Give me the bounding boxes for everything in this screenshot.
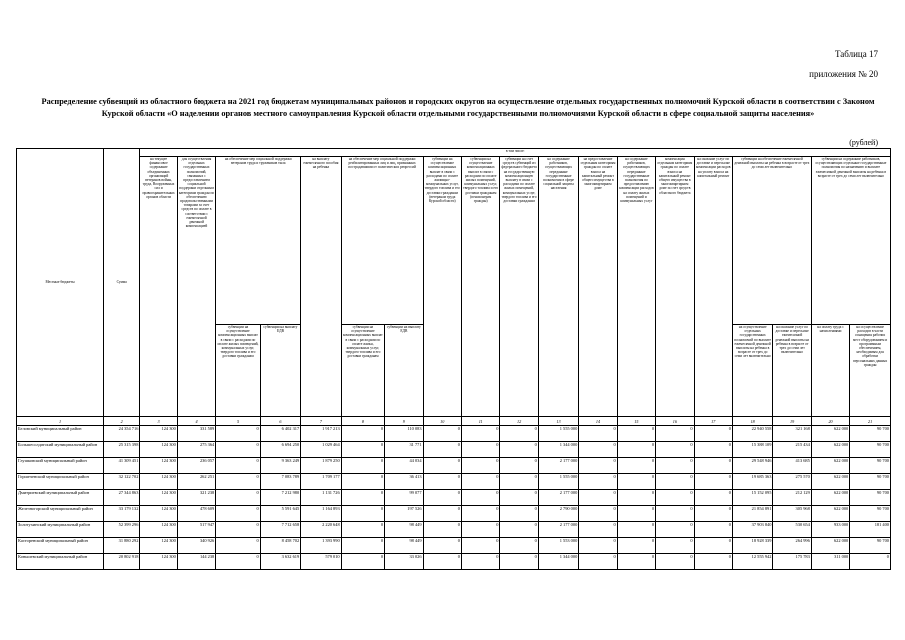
table-header [17, 149, 891, 426]
row-value: 0 [461, 490, 499, 506]
row-value: 478 609 [177, 506, 215, 522]
row-value: 0 [423, 554, 461, 570]
row-budget-name: Большесолдатский муниципальный район [17, 442, 104, 458]
row-value: 52 399 296 [103, 522, 139, 538]
row-budget-name: Касторенский муниципальный район [17, 538, 104, 554]
header-group-18-19: субвенции на обеспечение ежемесячной денежной выплаты на ребенка в возрасте от трех до семи лет включительно [732, 157, 811, 325]
row-value: 0 [461, 506, 499, 522]
row-value: 0 [579, 554, 617, 570]
row-value: 25 315 398 [103, 442, 139, 458]
table-row [17, 442, 891, 458]
row-value: 622 000 [811, 538, 849, 554]
row-value: 0 [461, 554, 499, 570]
row-value: 9 363 249 [260, 458, 300, 474]
row-value: 0 [617, 522, 655, 538]
column-number: 19 [773, 417, 811, 426]
header-col3: на текущее финансовое содержание объединенных организаций ветеранов войны, труда, Вооруженных сил и правоохранительных органов области [140, 157, 177, 417]
column-number: 21 [850, 417, 891, 426]
row-value: 124 300 [140, 506, 177, 522]
row-budget-name: Коньшевский муниципальный район [17, 554, 104, 570]
row-value: 3 632 619 [260, 554, 300, 570]
row-value: 0 [423, 426, 461, 442]
row-value: 0 [656, 538, 694, 554]
row-value: 0 [694, 442, 732, 458]
row-value: 0 [694, 554, 732, 570]
row-value: 0 [423, 506, 461, 522]
row-value: 0 [617, 442, 655, 458]
row-value: 20 802 918 [103, 554, 139, 570]
row-value: 236 057 [177, 458, 215, 474]
row-value: 0 [850, 554, 891, 570]
row-value: 622 000 [811, 506, 849, 522]
row-value: 0 [617, 538, 655, 554]
row-value: 124 300 [140, 458, 177, 474]
row-value: 0 [423, 442, 461, 458]
row-value: 0 [656, 522, 694, 538]
row-value: 579 010 [301, 554, 341, 570]
row-value: 0 [579, 490, 617, 506]
row-value: 33 179 132 [103, 506, 139, 522]
row-value: 0 [579, 474, 617, 490]
row-value: 321 168 [773, 426, 811, 442]
header-local-budgets: Местные бюджеты [17, 149, 104, 417]
row-value: 0 [579, 458, 617, 474]
column-number: 9 [385, 417, 423, 426]
header-col4: для осуществления отдельных государственных полномочий, связанных с предоставлением социальной поддержки отдельным категориям граждан по обеспечению продовольственными товарами за счет средств по оплате в соответствии с ежемесячной денежной компенсацией [177, 157, 215, 417]
row-value: 0 [694, 474, 732, 490]
row-value: 124 300 [140, 554, 177, 570]
row-budget-name: Горшеченский муниципальный район [17, 474, 104, 490]
row-value: 0 [423, 538, 461, 554]
row-value: 1 344 000 [538, 554, 578, 570]
row-value: 124 300 [140, 442, 177, 458]
row-value: 622 000 [811, 474, 849, 490]
row-value: 0 [500, 506, 538, 522]
row-value: 1 555 000 [538, 426, 578, 442]
annex-label: приложения № 20 [809, 69, 878, 79]
table-number: Таблица 17 [835, 49, 878, 59]
row-value: 0 [341, 426, 384, 442]
row-value: 144 238 [177, 554, 215, 570]
row-value: 90 700 [850, 458, 891, 474]
row-value: 19 685 363 [732, 474, 772, 490]
row-value: 0 [694, 506, 732, 522]
column-number: 20 [811, 417, 849, 426]
column-number: 18 [732, 417, 772, 426]
row-value: 622 000 [811, 442, 849, 458]
column-number: 7 [301, 417, 341, 426]
column-number: 4 [177, 417, 215, 426]
column-number: 3 [140, 417, 177, 426]
row-value: 1 393 990 [301, 538, 341, 554]
row-value: 124 300 [140, 490, 177, 506]
column-numbers-row [17, 417, 891, 426]
row-value: 0 [341, 538, 384, 554]
row-value: 0 [216, 506, 261, 522]
row-value: 90 700 [850, 538, 891, 554]
row-value: 0 [216, 458, 261, 474]
row-value: 275 364 [177, 442, 215, 458]
column-number: 5 [216, 417, 261, 426]
row-value: 41 309 451 [103, 458, 139, 474]
row-value: 0 [500, 522, 538, 538]
row-value: 5 591 645 [260, 506, 300, 522]
row-value: 29 548 946 [732, 458, 772, 474]
row-value: 90 700 [850, 474, 891, 490]
row-value: 0 [216, 442, 261, 458]
column-number: 1 [17, 417, 104, 426]
row-value: 331 589 [177, 426, 215, 442]
header-col13: на содержание работников, осуществляющих переданные государственные полномочия в сфере социальной защиты населения [538, 157, 578, 417]
header-group-20-21: субвенции на содержание работников, осуществляющих отдельные государственные полномочия по назначению и выплате ежемесячной денежной выплаты на ребенка в возрасте от трех до семи лет включительно [811, 157, 890, 325]
row-value: 99 077 [385, 490, 423, 506]
row-value: 7 712 658 [260, 522, 300, 538]
row-value: 2 177 000 [538, 490, 578, 506]
row-value: 0 [500, 458, 538, 474]
column-number: 6 [260, 417, 300, 426]
row-value: 0 [694, 538, 732, 554]
header-col21: на осуществление расходов в части оснащения рабочих мест оборудованием и программным обеспечением, необходимым для обработки персональных данных граждан [850, 325, 891, 417]
row-value: 622 000 [811, 490, 849, 506]
row-value: 32 122 702 [103, 474, 139, 490]
row-value: 340 926 [177, 538, 215, 554]
row-value: 0 [216, 474, 261, 490]
row-value: 0 [341, 458, 384, 474]
row-value: 15 388 109 [732, 442, 772, 458]
header-col9: субвенции на выплату ЕДВ [385, 325, 423, 417]
header-col17: на оказание услуг по доставке и пересылке компенсации расходов на уплату взноса на капитальный ремонт [694, 157, 732, 417]
row-value: 0 [656, 458, 694, 474]
row-value: 31 771 [385, 442, 423, 458]
row-value: 8 458 702 [260, 538, 300, 554]
row-value: 0 [341, 474, 384, 490]
row-value: 0 [656, 474, 694, 490]
row-value: 0 [341, 442, 384, 458]
row-value: 0 [500, 442, 538, 458]
row-value: 0 [656, 506, 694, 522]
row-value: 0 [423, 474, 461, 490]
row-value: 0 [341, 490, 384, 506]
row-value: 1 131 726 [301, 490, 341, 506]
row-value: 6 694 250 [260, 442, 300, 458]
table-row [17, 426, 891, 442]
row-value: 33 026 [385, 554, 423, 570]
row-value: 0 [461, 538, 499, 554]
row-value: 0 [461, 426, 499, 442]
row-value: 0 [500, 554, 538, 570]
row-value: 18 928 339 [732, 538, 772, 554]
row-value: 0 [461, 442, 499, 458]
row-value: 0 [694, 426, 732, 442]
row-value: 0 [423, 490, 461, 506]
row-value: 0 [461, 458, 499, 474]
row-value: 0 [216, 490, 261, 506]
column-number: 8 [341, 417, 384, 426]
row-value: 90 700 [850, 426, 891, 442]
row-value: 0 [656, 426, 694, 442]
header-sum: Сумма [103, 149, 139, 417]
row-value: 0 [500, 426, 538, 442]
header-col7: на выплату ежемесячного пособия на ребенка [301, 157, 341, 417]
row-value: 0 [500, 538, 538, 554]
row-value: 12 555 942 [732, 554, 772, 570]
table-body [17, 426, 891, 570]
row-value: 36 413 [385, 474, 423, 490]
row-value: 0 [579, 426, 617, 442]
column-number: 16 [656, 417, 694, 426]
row-value: 0 [694, 522, 732, 538]
row-value: 0 [617, 474, 655, 490]
row-value: 0 [579, 522, 617, 538]
row-value: 7 212 980 [260, 490, 300, 506]
row-value: 1 555 000 [538, 474, 578, 490]
row-value: 0 [694, 458, 732, 474]
row-value: 110 083 [385, 426, 423, 442]
row-value: 0 [656, 442, 694, 458]
row-value: 0 [579, 506, 617, 522]
table-row [17, 458, 891, 474]
row-value: 0 [656, 490, 694, 506]
table-row [17, 474, 891, 490]
header-col14: на предоставление отдельным категориям граждан по оплате взноса на капитальный ремонт общего имущества в многоквартирном доме [579, 157, 617, 417]
column-number: 2 [103, 417, 139, 426]
header-group-5-6: на обеспечение мер социальной поддержки ветеранов труда и тружеников тыла [216, 157, 301, 325]
row-value: 0 [341, 554, 384, 570]
row-value: 0 [423, 458, 461, 474]
header-group-8-9: на обеспечение мер социальной поддержки реабилитированных лиц и лиц, признанных пострадавшими от политических репрессий [341, 157, 423, 325]
row-value: 90 700 [850, 490, 891, 506]
row-value: 0 [694, 490, 732, 506]
row-value: 24 354 716 [103, 426, 139, 442]
row-value: 0 [423, 522, 461, 538]
row-value: 0 [579, 538, 617, 554]
row-value: 124 300 [140, 426, 177, 442]
column-number: 11 [461, 417, 499, 426]
row-value: 197 526 [385, 506, 423, 522]
header-col20: на оплату труда с начислениями [811, 325, 849, 417]
row-value: 212 129 [773, 490, 811, 506]
row-value: 1 029 464 [301, 442, 341, 458]
row-value: 0 [461, 522, 499, 538]
row-value: 0 [216, 426, 261, 442]
row-value: 311 000 [811, 554, 849, 570]
row-value: 262 251 [177, 474, 215, 490]
row-value: 622 000 [811, 458, 849, 474]
document-title: Распределение субвенций из областного бюджета на 2021 год бюджетам муниципальных районов и городских округов на осуществление отдельных государственных полномочий Курской области в соответствии с Законом Курской области «О наделении органов местного самоуправления Курской области отдельными государственными полномочиями Курской области в сфере социальной защиты населения» [41, 97, 875, 118]
row-value: 1 553 000 [538, 538, 578, 554]
row-value: 0 [216, 538, 261, 554]
column-number: 13 [538, 417, 578, 426]
row-value: 0 [617, 506, 655, 522]
header-col11: субвенции на осуществление компенсационных выплат в связи с расходами по оплате жилых помещений, коммунальных услуг, твердого топлива и его доставки гражданам (пенсионерам граждан) [461, 157, 499, 417]
row-value: 1 709 177 [301, 474, 341, 490]
row-value: 2 790 000 [538, 506, 578, 522]
row-budget-name: Дмитриевский муниципальный район [17, 490, 104, 506]
row-value: 1 164 893 [301, 506, 341, 522]
row-value: 0 [216, 554, 261, 570]
row-value: 264 996 [773, 538, 811, 554]
row-value: 0 [500, 474, 538, 490]
row-value: 181 400 [850, 522, 891, 538]
header-col5: субвенции на осуществление компенсационных выплат в связи с расходами по оплате жилых помещений, коммунальных услуг, твердого топлива и его доставки гражданам [216, 325, 261, 417]
row-value: 2 220 648 [301, 522, 341, 538]
row-value: 124 300 [140, 538, 177, 554]
row-budget-name: Золотухинский муниципальный район [17, 522, 104, 538]
row-value: 21 854 891 [732, 506, 772, 522]
row-value: 7 083 789 [260, 474, 300, 490]
row-value: 37 903 840 [732, 522, 772, 538]
row-value: 622 000 [811, 426, 849, 442]
row-value: 413 685 [773, 458, 811, 474]
row-value: 1 344 000 [538, 442, 578, 458]
row-value: 0 [461, 474, 499, 490]
row-value: 31 880 292 [103, 538, 139, 554]
row-value: 0 [656, 554, 694, 570]
header-including: в том числе: [140, 149, 891, 157]
header-col18: на осуществление отдельных государственных полномочий по выплате ежемесячной денежной выплаты на ребенка в возрасте от трех до семи лет включительно [732, 325, 772, 417]
units-label: (рублей) [849, 138, 878, 147]
row-value: 1 917 213 [301, 426, 341, 442]
row-budget-name: Глушковский муниципальный район [17, 458, 104, 474]
row-value: 175 783 [773, 554, 811, 570]
row-value: 0 [617, 554, 655, 570]
header-col10: субвенции на осуществление компенсационных выплат в связи с расходами по оплате жилищно-коммунальных услуг, твердого топлива и его доставки гражданам (ветеранам труда Курской области) [423, 157, 461, 417]
column-number: 14 [579, 417, 617, 426]
row-value: 517 947 [177, 522, 215, 538]
row-value: 1 879 250 [301, 458, 341, 474]
row-value: 0 [617, 426, 655, 442]
row-value: 0 [341, 506, 384, 522]
header-col16: компенсация отдельным категориям граждан по оплате взноса на капитальный ремонт общего имущества в многоквартирном доме за счет средств областного бюджета [656, 157, 694, 417]
row-value: 0 [500, 490, 538, 506]
row-value: 530 654 [773, 522, 811, 538]
row-value: 98 449 [385, 538, 423, 554]
row-value: 27 344 863 [103, 490, 139, 506]
row-value: 0 [617, 490, 655, 506]
row-value: 0 [579, 442, 617, 458]
header-col12: субвенции на счет средств субвенций из федерального бюджета на государственную компенсационную выплату в связи с расходами по оплате жилых помещений, коммунальных услуг, твердого топлива и его доставки гражданам [500, 157, 538, 417]
row-value: 933 000 [811, 522, 849, 538]
column-number: 15 [617, 417, 655, 426]
column-number: 10 [423, 417, 461, 426]
row-value: 15 152 095 [732, 490, 772, 506]
column-number: 12 [500, 417, 538, 426]
row-value: 124 300 [140, 522, 177, 538]
row-value: 0 [341, 522, 384, 538]
header-col15: на содержание работников, осуществляющих переданные государственные полномочия по предоставлению компенсации расходов на оплату жилых помещений и коммунальных услуг [617, 157, 655, 417]
table-row [17, 554, 891, 570]
table-row [17, 522, 891, 538]
header-col19: на оказание услуг по доставке и пересылке ежемесячной денежной выплаты на ребенка в возрасте от трех до семи лет включительно [773, 325, 811, 417]
table-row [17, 506, 891, 522]
row-value: 305 968 [773, 506, 811, 522]
header-col6: субвенции на выплату ЕДВ [260, 325, 300, 417]
row-value: 6 402 317 [260, 426, 300, 442]
table-row [17, 538, 891, 554]
row-value: 2 177 000 [538, 458, 578, 474]
row-value: 0 [216, 522, 261, 538]
row-value: 90 700 [850, 442, 891, 458]
table-row [17, 490, 891, 506]
header-col8: субвенции на осуществление компенсационных выплат в связи с расходами по оплате жилья, коммунальных услуг, твердого топлива и его доставки гражданам [341, 325, 384, 417]
row-value: 90 700 [850, 506, 891, 522]
column-number: 17 [694, 417, 732, 426]
subsidies-table [16, 148, 891, 570]
row-value: 275 570 [773, 474, 811, 490]
row-value: 22 940 558 [732, 426, 772, 442]
row-value: 0 [617, 458, 655, 474]
row-budget-name: Железногорский муниципальный район [17, 506, 104, 522]
row-value: 321 238 [177, 490, 215, 506]
row-value: 2 177 000 [538, 522, 578, 538]
row-budget-name: Беловский муниципальный район [17, 426, 104, 442]
row-value: 98 449 [385, 522, 423, 538]
row-value: 215 434 [773, 442, 811, 458]
row-value: 44 034 [385, 458, 423, 474]
row-value: 124 300 [140, 474, 177, 490]
